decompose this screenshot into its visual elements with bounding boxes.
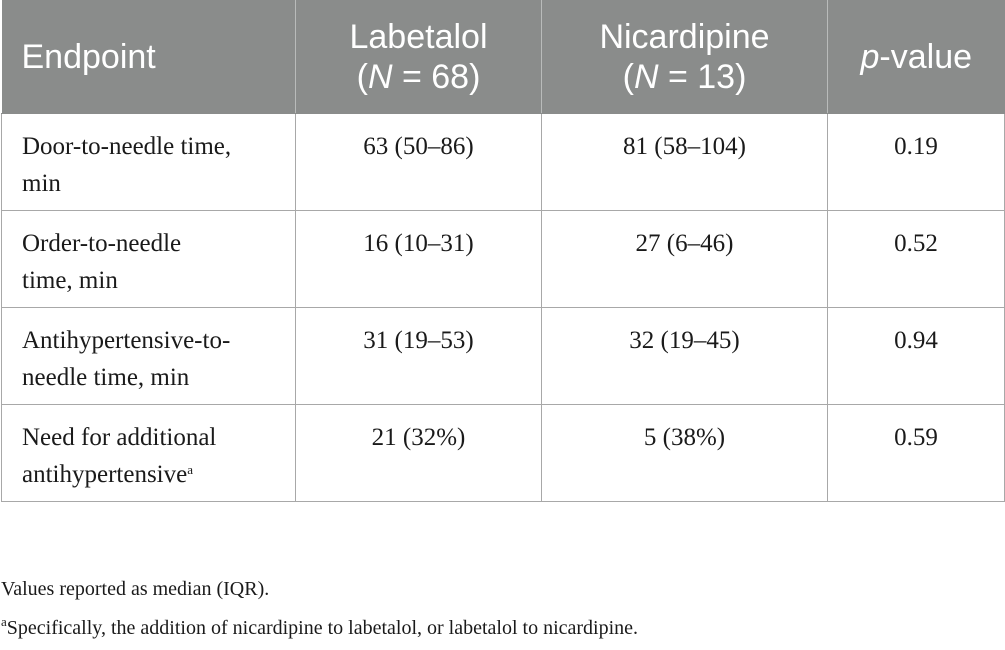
labetalol-cell: 31 (19–53) — [296, 308, 542, 405]
nicardipine-cell: 32 (19–45) — [542, 308, 828, 405]
results-table — [1, 0, 1005, 502]
endpoint-cell — [2, 211, 296, 308]
header-endpoint — [2, 0, 296, 114]
header-endpoint-label: Endpoint — [21, 37, 156, 76]
endpoint-line1: Door-to-needle time, — [22, 133, 232, 160]
endpoint-cell — [2, 308, 296, 405]
footnote-a-text: Specifically, the addition of nicardipine to labetalol, or labetalol to nicardipine. — [6, 617, 639, 639]
endpoint-line2: min — [22, 170, 61, 197]
header-p-value — [828, 0, 1005, 114]
endpoint-cell — [2, 405, 296, 502]
footnote-values: Values reported as median (IQR). — [1, 578, 270, 600]
table-row — [2, 308, 1005, 405]
labetalol-cell: 21 (32%) — [296, 405, 542, 502]
endpoint-line1: Need for additional — [22, 424, 217, 451]
header-nicardipine-n-symbol: N — [633, 57, 659, 96]
header-nicardipine — [542, 0, 828, 114]
footnote-a — [1, 616, 638, 640]
endpoint-line1: Order-to-needle — [22, 230, 182, 257]
table-row — [2, 114, 1005, 211]
header-p-value-label — [838, 37, 995, 77]
header-nicardipine-label: Nicardipine — [599, 17, 770, 56]
p-value-cell: 0.59 — [828, 405, 1005, 502]
header-labetalol — [296, 0, 542, 114]
nicardipine-cell: 81 (58–104) — [542, 114, 828, 211]
labetalol-cell: 16 (10–31) — [296, 211, 542, 308]
endpoint-cell — [2, 114, 296, 211]
p-value-cell: 0.52 — [828, 211, 1005, 308]
header-labetalol-n-symbol: N — [367, 57, 393, 96]
endpoint-line2: needle time, min — [22, 364, 190, 391]
header-p-rest: -value — [879, 37, 973, 76]
table-row — [2, 405, 1005, 502]
labetalol-cell: 63 (50–86) — [296, 114, 542, 211]
header-labetalol-n: (N = 68) — [356, 57, 481, 96]
header-labetalol-label: Labetalol — [349, 17, 488, 56]
header-p-symbol: p — [860, 37, 880, 76]
header-row — [2, 0, 1005, 114]
header-nicardipine-n: (N = 13) — [622, 57, 747, 96]
endpoint-line2: antihypertensive — [22, 461, 188, 488]
footnote-a-marker: a — [1, 614, 7, 629]
p-value-cell: 0.94 — [828, 308, 1005, 405]
endpoint-line1: Antihypertensive-to- — [22, 327, 231, 354]
p-value-cell: 0.19 — [828, 114, 1005, 211]
endpoint-line2: time, min — [22, 267, 118, 294]
nicardipine-cell: 5 (38%) — [542, 405, 828, 502]
footnote-marker: a — [187, 462, 194, 477]
table-row — [2, 211, 1005, 308]
nicardipine-cell: 27 (6–46) — [542, 211, 828, 308]
